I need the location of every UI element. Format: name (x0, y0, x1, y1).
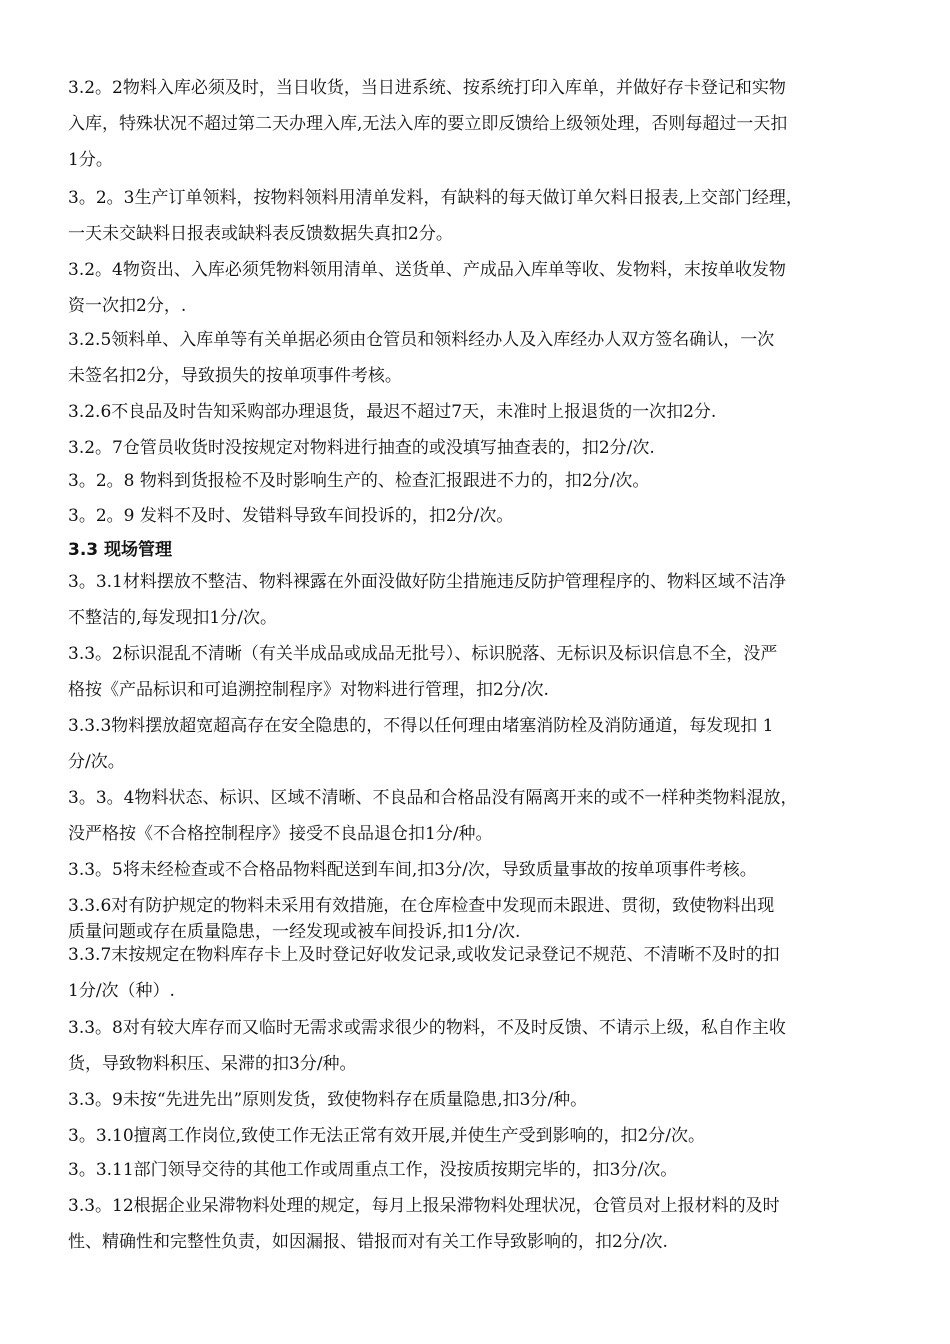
text-line: 3.3。12根据企业呆滞物料处理的规定，每月上报呆滞物料处理状况，仓管员对上报材料的及时 (68, 1196, 780, 1216)
text-line: 3.3。9未按“先进先出”原则发货，致使物料存在质量隐患,扣3分/种。 (68, 1090, 588, 1110)
text-line: 3.3.6对有防护规定的物料未采用有效措施，在仓库检查中发现而未跟进、贯彻，致使物料出现 (68, 896, 775, 916)
text-line: 没严格按《不合格控制程序》接受不良品退仓扣1分/种。 (68, 824, 493, 844)
text-line: 性、精确性和完整性负责，如因漏报、错报而对有关工作导致影响的，扣2分/次. (68, 1232, 668, 1252)
item-3-3-5 (68, 852, 888, 888)
item-3-2-8 (68, 463, 888, 499)
text-line: 格按《产品标识和可追溯控制程序》对物料进行管理，扣2分/次. (68, 680, 549, 700)
text-line: 3。3.11部门领导交待的其他工作或周重点工作，没按质按期完毕的，扣3分/次。 (68, 1160, 678, 1180)
item-3-3-4 (68, 780, 888, 852)
text-line: 货，导致物料积压、呆滞的扣3分/种。 (68, 1054, 357, 1074)
item-3-3-1 (68, 564, 888, 636)
item-3-3-8 (68, 1010, 888, 1082)
item-3-2-4 (68, 252, 888, 324)
text-line: 3.3.7末按规定在物料库存卡上及时登记好收发记录,或收发记录登记不规范、不清晰不及时的扣 (68, 945, 780, 965)
item-3-3-2 (68, 636, 888, 708)
text-line: 1分/次（种）. (68, 981, 175, 1001)
text-line: 3。2。9 发料不及时、发错料导致车间投诉的，扣2分/次。 (68, 506, 514, 526)
text-line: 3.3。2标识混乱不清晰（有关半成品或成品无批号）、标识脱落、无标识及标识信息不全，没严 (68, 644, 778, 664)
item-3-3-3 (68, 708, 888, 780)
text-line: 3.2。2物料入库必须及时，当日收货，当日进系统、按系统打印入库单，并做好存卡登记和实物 (68, 78, 786, 98)
text-line: 资一次扣2分，. (68, 296, 187, 316)
item-3-2-2 (68, 70, 888, 178)
item-3-2-5 (68, 322, 888, 394)
text-line: 3.2.5领料单、入库单等有关单据必须由仓管员和领料经办人及入库经办人双方签名确认，一次 (68, 330, 775, 350)
text-line: 3。3。4物料状态、标识、区域不清晰、不良品和合格品没有隔离开来的或不一样种类物料混放， (68, 788, 798, 808)
text-line: 3.2.6不良品及时告知采购部办理退货，最迟不超过7天，未准时上报退货的一次扣2分. (68, 402, 717, 422)
text-line: 3.3。8对有较大库存而又临时无需求或需求很少的物料，不及时反馈、不请示上级，私自作主收 (68, 1018, 786, 1038)
text-line: 分/次。 (68, 752, 125, 772)
item-3-2-7 (68, 430, 888, 466)
text-line: 3.2。4物资出、入库必须凭物料领用清单、送货单、产成品入库单等收、发物料，末按单收发物 (68, 260, 786, 280)
text-line: 3。3.10擅离工作岗位,致使工作无法正常有效开展,并使生产受到影响的，扣2分/次。 (68, 1126, 706, 1146)
text-line: 3。3.1材料摆放不整洁、物料裸露在外面没做好防尘措施违反防护管理程序的、物料区域不洁净 (68, 572, 786, 592)
text-line: 3.3.3物料摆放超宽超高存在安全隐患的，不得以任何理由堵塞消防栓及消防通道，每发现扣 1 (68, 716, 774, 736)
text-line: 3。2。8 物料到货报检不及时影响生产的、检查汇报跟进不力的，扣2分/次。 (68, 471, 650, 491)
item-3-2-9 (68, 498, 888, 534)
item-3-3-11 (68, 1152, 888, 1188)
item-3-3-9 (68, 1082, 888, 1118)
item-3-3-12 (68, 1188, 888, 1260)
text-line: 1分。 (68, 150, 113, 170)
text-line: 质量问题或存在质量隐患，一经发现或被车间投诉,扣1分/次. (68, 922, 521, 942)
item-3-3-7 (68, 937, 888, 1009)
text-line: 3。2。3生产订单领料，按物料领料用清单发料，有缺料的每天做订单欠料日报表,上交部门经理， (68, 188, 803, 208)
text-line: 一天未交缺料日报表或缺料表反馈数据失真扣2分。 (68, 224, 453, 244)
text-line: 3.2。7仓管员收货时没按规定对物料进行抽查的或没填写抽查表的，扣2分/次. (68, 438, 655, 458)
text-line: 入库，特殊状况不超过第二天办理入库,无法入库的要立即反馈给上级领处理，否则每超过一天扣 (68, 114, 788, 134)
text-line: 未签名扣2分，导致损失的按单项事件考核。 (68, 366, 402, 386)
section-heading: 3.3 现场管理 (68, 540, 173, 560)
text-line: 不整洁的,每发现扣1分/次。 (68, 608, 277, 628)
text-line: 3.3。5将未经检查或不合格品物料配送到车间,扣3分/次，导致质量事故的按单项事件考核。 (68, 860, 757, 880)
item-3-2-6 (68, 394, 888, 430)
item-3-3-10 (68, 1118, 888, 1154)
item-3-2-3 (68, 180, 888, 252)
